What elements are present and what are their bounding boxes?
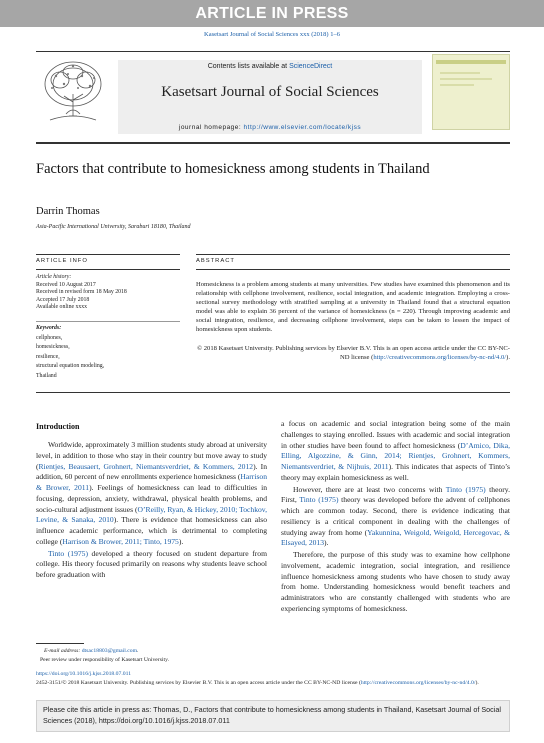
citation-link[interactable]: Rientjes, Beausaert, Grohnert, Niemantsverdriet, & Kommers, 2012 <box>38 461 254 471</box>
info-top-rule <box>36 254 180 255</box>
intro-left-column <box>36 440 267 582</box>
info-mid-rule <box>36 321 180 322</box>
copyright-end: ). <box>506 354 510 362</box>
intro-paragraph: Tinto (1975) developed a theory focused on student departure from college. His theory focused primarily on reasons why students leave school before graduation with <box>36 548 267 579</box>
issn-license-line: 2452-3151/© 2018 Kasetsart University. Publishing services by Elsevier B.V. This is an open access article under the CC BY-NC-ND license (http://creativecommons.org/licenses/by-nc-nd/4.0/). <box>36 680 479 686</box>
peer-review-note: Peer review under responsibility of Kasetsart University. <box>40 657 169 663</box>
citation-link[interactable]: Tinto (1975) <box>445 484 486 494</box>
history-item: Received in revised form 18 May 2018 <box>36 289 127 295</box>
cover-line <box>440 72 480 74</box>
citation-link[interactable]: D’Amico, Dika, Elling, Algozzine, & Ginn, 2014; Rientjes, Grohnert, Kommers, Niemantsverdriet, & Nijhuis, 2011 <box>281 440 510 471</box>
issn-text: 2452-3151/© 2018 Kasetsart University. Publishing services by Elsevier B.V. This is an open access article under the CC BY-NC-ND license ( <box>36 680 361 686</box>
history-item: Received 10 August 2017 <box>36 281 96 288</box>
homepage-link[interactable]: http://www.elsevier.com/locate/kjss <box>243 124 362 131</box>
journal-homepage-line <box>118 121 422 134</box>
doi-link[interactable]: https://doi.org/10.1016/j.kjss.2018.07.011 <box>36 671 132 677</box>
email-label: E-mail address: <box>44 648 82 654</box>
author-affiliation: Asia-Pacific International University, Saraburi 18180, Thailand <box>36 224 191 230</box>
keyword: homesickness, <box>36 344 70 350</box>
contents-prefix: Contents lists available at <box>207 63 290 70</box>
article-in-press-banner: ARTICLE IN PRESS <box>0 0 544 27</box>
license-link[interactable]: http://creativecommons.org/licenses/by-nc-nd/4.0/ <box>360 680 476 686</box>
cover-line <box>440 84 474 86</box>
intro-paragraph: Worldwide, approximately 3 million students study abroad at university level, in addition to those who stay in their country but move away to study (Rientjes, Beausaert, Grohnert, Niemantsverdriet, & Kommers, 2012). In addition, 60 percent of new enrollments experience homesickness (Harrison & Brower, 2011). Feelings of homesickness can lead to difficulties in focusing, depression, anxiety, withdrawal, physical health problems, and socio-cultural adjustment issues (O’Reilly, Ryan, & Hickey, 2010; Tochkov, Levine, & Sanaka, 2010). There is evidence that homesickness can also influence academic performance, which is detrimental to completing college (Harrison & Brower, 2011; Tinto, 1975). <box>36 440 267 546</box>
journal-title: Kasetsart Journal of Social Sciences <box>161 84 379 100</box>
keyword: structural equation modeling, <box>36 363 105 369</box>
intro-paragraph: However, there are at least two concerns with Tinto (1975) theory. First, Tinto (1975) theory was developed before the advent of cellphones which are common today. Second, there is evidence indicating that resiliency is a critical component in dealing with the challenges of studying away from home (Yakunnina, Weigold, Weigold, Hercegovac, & Elsayed, 2013). <box>281 484 510 548</box>
citation-notice: Please cite this article in press as: Thomas, D., Factors that contribute to homesickness among students in Thailand, Kasetsart Journal of Social Sciences (2018), https://doi.org/10.1016/j.kjss.2018.07.011 <box>36 700 510 732</box>
history-label: Article history: <box>36 274 72 280</box>
contents-available-line <box>118 60 422 73</box>
abstract-heading: ABSTRACT <box>196 258 235 264</box>
citation-link[interactable]: Tinto (1975) <box>299 495 339 505</box>
footnote-rule <box>36 643 84 644</box>
copyright-text: © 2018 Kasetsart University. Publishing services by Elsevier B.V. This is an open access article under the CC BY-NC-ND license ( <box>197 345 510 362</box>
license-link[interactable]: http://creativecommons.org/licenses/by-nc-nd/4.0/ <box>373 354 507 362</box>
abstract-top-rule <box>196 254 510 255</box>
history-item: Accepted 17 July 2018 <box>36 296 90 303</box>
citation-link[interactable]: O’Reilly, Ryan, & Hickey, 2010; Tochkov, Levine, & Sanaka, 2010 <box>36 504 267 525</box>
keywords-label: Keywords: <box>36 325 62 331</box>
journal-cover-thumbnail <box>432 54 510 130</box>
homepage-prefix: journal homepage: <box>178 124 244 131</box>
keywords-block <box>36 325 180 380</box>
abstract-head-rule <box>196 269 510 270</box>
intro-right-column <box>281 419 510 616</box>
abstract-copyright <box>196 344 510 362</box>
citation-link[interactable]: Yakunnina, Weigold, Weigold, Hercegovac, & Elsayed, 2013 <box>281 527 510 548</box>
front-matter-bottom-rule <box>36 392 510 393</box>
email-link[interactable]: dtsac18803@gmail.com <box>81 648 138 654</box>
citation-link[interactable]: Harrison & Brower, 2011; Tinto, 1975 <box>62 536 179 546</box>
info-head-rule <box>36 269 180 270</box>
abstract-body: Homesickness is a problem among students at many universities. Few studies have examined this phenomenon and its relationship with cellphone involvement, resilience, social integration, and academic integration. Employing a cross-sectional survey methodology with stratified sampling at a university in Thailand found that a structural equation model was able to explain 36 percent of the variance of homesickness (n = 220). Through improving academic and social integration, resilience, and decreasing cellphone involvement, steps can be taken to lessen the impact of homesickness upon students. <box>196 281 510 334</box>
header-top-rule <box>36 51 510 52</box>
article-title: Factors that contribute to homesickness among students in Thailand <box>36 161 430 177</box>
cover-band <box>436 60 506 64</box>
author-name: Darrin Thomas <box>36 206 100 217</box>
email-footnote: E-mail address: dtsac18803@gmail.com. <box>44 648 139 654</box>
cover-line <box>440 78 492 80</box>
sciencedirect-link[interactable]: ScienceDirect <box>289 63 333 70</box>
intro-paragraph: a focus on academic and social integration being some of the main challenges to staying enrolled. Issues with academic and social integration in other studies have been found to affect homesickness (D’Amico, Dika, Elling, Algozzine, & Ginn, 2014; Rientjes, Grohnert, Kommers, Niemantsverdriet, & Nijhuis, 2011). This indicates that aspects of Tinto’s theory may explain homesickness as well. <box>281 419 510 482</box>
intro-paragraph: Therefore, the purpose of this study was to examine how cellphone involvement, academic integration, social integration, and resilience influence homesickness among students who have chosen to study away from home. Understanding homesickness would benefit teachers and administrators who are constantly challenged with students who are experiencing symptoms of homesickness. <box>281 550 510 613</box>
keyword: cellphones, <box>36 334 63 341</box>
introduction-heading: Introduction <box>36 422 80 431</box>
keyword: resilience, <box>36 353 60 360</box>
citation-link[interactable]: Tinto (1975) <box>48 548 88 558</box>
elsevier-tree-logo <box>36 54 110 132</box>
article-history <box>36 274 180 312</box>
article-info-heading: ARTICLE INFO <box>36 258 88 264</box>
keyword: Thailand <box>36 372 57 379</box>
header-bottom-rule <box>36 142 510 144</box>
history-item: Available online xxxx <box>36 304 88 310</box>
journal-reference[interactable]: Kasetsart Journal of Social Sciences xxx (2018) 1–6 <box>204 31 340 38</box>
citation-link[interactable]: Harrison & Brower, 2011 <box>36 472 267 492</box>
